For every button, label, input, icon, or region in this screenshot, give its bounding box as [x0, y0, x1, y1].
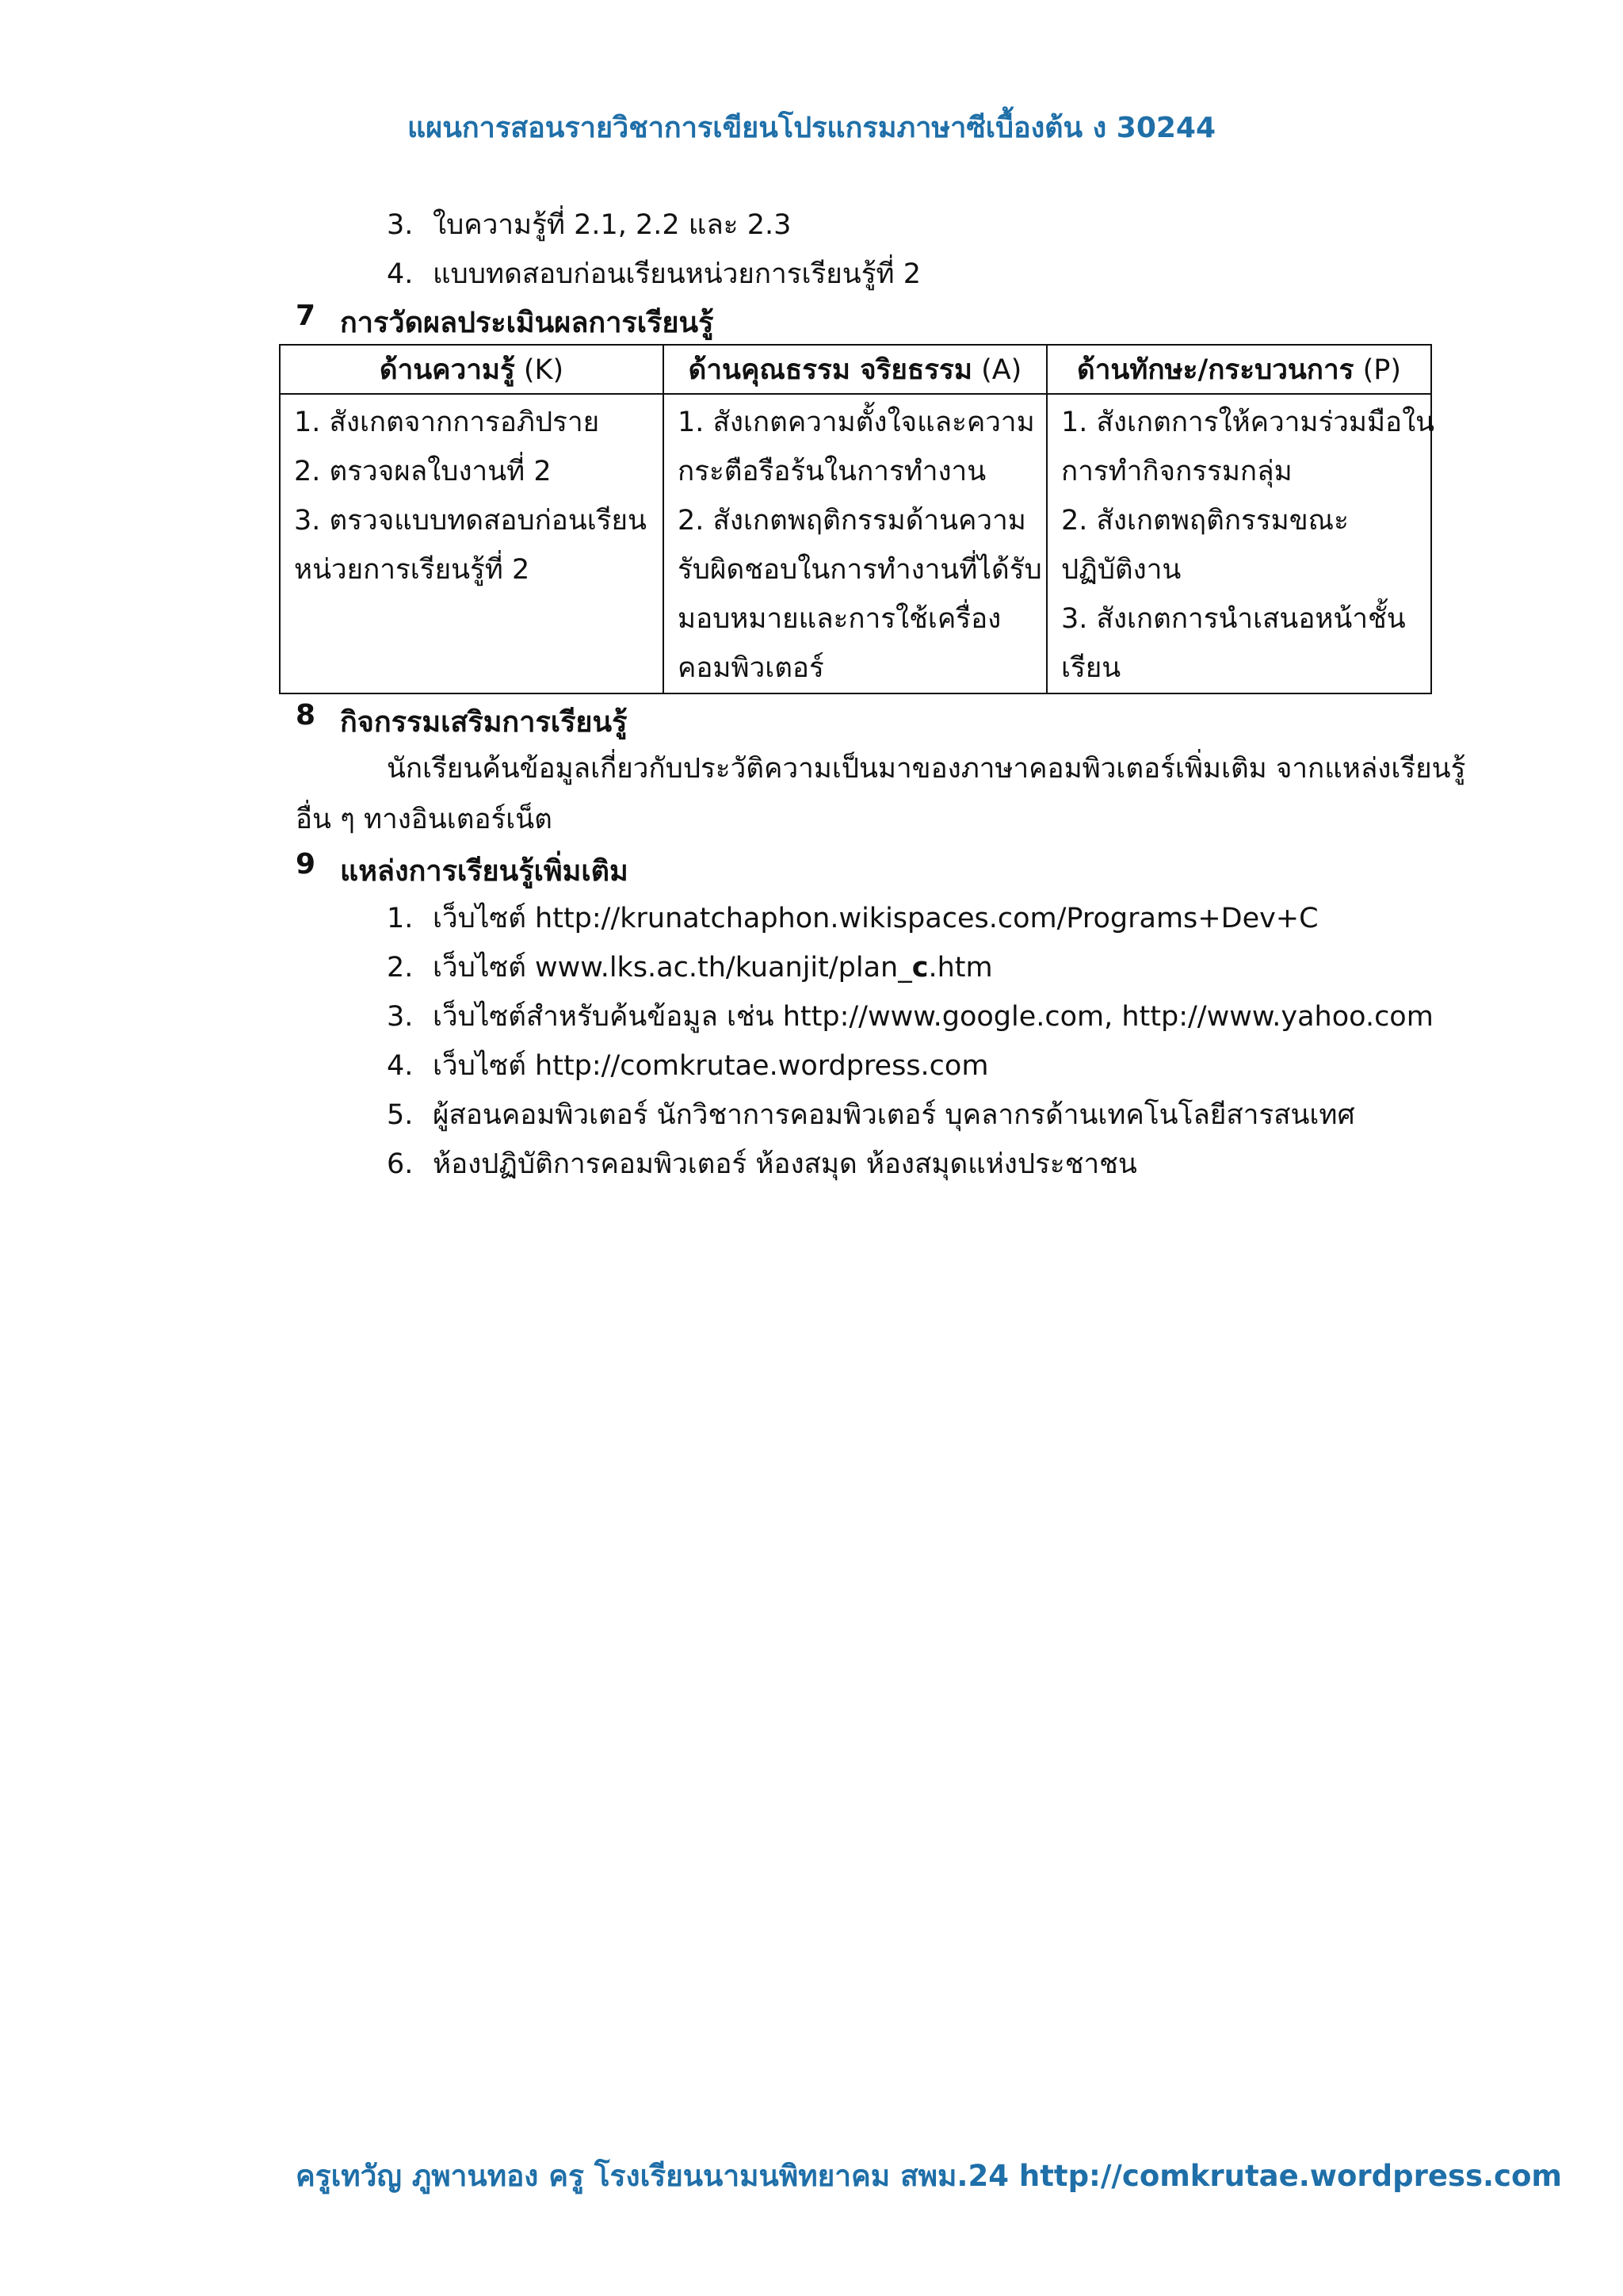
list-item	[387, 992, 1434, 1041]
table-header-attitude: ด้านคุณธรรม จริยธรรม (A)	[663, 345, 1047, 394]
list-item-text	[433, 943, 993, 992]
list-item-number: 6.	[387, 1148, 414, 1180]
list-item-text: เว็บไซต์สำหรับค้นข้อมูล เช่น http://www.google.com, http://www.yahoo.com	[433, 1001, 1434, 1033]
list-item-text: ห้องปฏิบัติการคอมพิวเตอร์ ห้องสมุด ห้องสมุดแห่งประชาชน	[433, 1148, 1137, 1180]
table-header-process: ด้านทักษะ/กระบวนการ (P)	[1047, 345, 1431, 394]
list-item-number: 4.	[387, 258, 414, 290]
cell-line: 1. สังเกตการให้ความร่วมมือใน	[1061, 407, 1435, 438]
list-item	[387, 943, 1434, 992]
list-item-number: 1.	[387, 903, 414, 934]
list-item	[387, 894, 1434, 943]
table-cell-knowledge	[280, 394, 663, 693]
cell-line: 2. ตรวจผลใบงานที่ 2	[294, 456, 552, 487]
section-number: 7	[296, 300, 316, 332]
section-title: กิจกรรมเสริมการเรียนรู้	[340, 706, 628, 739]
paragraph-line: นักเรียนค้นข้อมูลเกี่ยวกับประวัติความเป็นมาของภาษาคอมพิวเตอร์เพิ่มเติม จากแหล่งเรียนรู้	[387, 753, 1466, 785]
list-item-text-bold: c	[911, 952, 929, 984]
section-9-heading	[296, 848, 628, 893]
cell-line: 2. สังเกตพฤติกรรมขณะ	[1061, 505, 1349, 537]
list-item	[387, 201, 921, 250]
table-cell-attitude	[663, 394, 1047, 693]
section-8-paragraph	[296, 743, 1466, 845]
list-item-text-part: .htm	[928, 952, 993, 984]
assessment-table	[279, 344, 1435, 694]
cell-line: การทำกิจกรรมกลุ่ม	[1061, 456, 1293, 487]
cell-line: หน่วยการเรียนรู้ที่ 2	[294, 554, 530, 586]
list-item-number: 2.	[387, 952, 414, 984]
list-item-text: เว็บไซต์ http://comkrutae.wordpress.com	[433, 1050, 989, 1082]
cell-line: 3. ตรวจแบบทดสอบก่อนเรียน	[294, 505, 647, 537]
cell-line: 3. สังเกตการนำเสนอหน้าชั้น	[1061, 603, 1406, 635]
list-item-text: ใบความรู้ที่ 2.1, 2.2 และ 2.3	[433, 209, 792, 241]
section-title: แหล่งการเรียนรู้เพิ่มเติม	[340, 855, 628, 888]
cell-line: ปฏิบัติงาน	[1061, 554, 1182, 586]
section-number: 9	[296, 848, 316, 881]
list-item-number: 3.	[387, 1001, 414, 1033]
table-cell-process	[1047, 394, 1435, 693]
list-item-text-part: เว็บไซต์ www.lks.ac.th/kuanjit/plan_	[433, 952, 912, 984]
cell-line: คอมพิวเตอร์	[678, 652, 824, 684]
list-item	[387, 1041, 1434, 1091]
resources-list	[387, 894, 1434, 1189]
paragraph-line: อื่น ๆ ทางอินเตอร์เน็ต	[296, 804, 552, 835]
table-row	[280, 394, 1431, 693]
list-item	[387, 1140, 1434, 1189]
table-header-row	[280, 345, 1431, 394]
list-item-text: แบบทดสอบก่อนเรียนหน่วยการเรียนรู้ที่ 2	[433, 258, 921, 290]
list-item-number: 5.	[387, 1099, 414, 1131]
list-item-number: 3.	[387, 209, 414, 241]
cell-line: 1. สังเกตความตั้งใจและความ	[678, 407, 1035, 438]
cell-line: มอบหมายและการใช้เครื่อง	[678, 603, 1002, 635]
cell-line: เรียน	[1061, 652, 1121, 684]
section-number: 8	[296, 699, 316, 732]
cell-line: 2. สังเกตพฤติกรรมด้านความ	[678, 505, 1026, 537]
list-item	[387, 250, 921, 299]
page-footer: ครูเทวัญ ภูพานทอง ครู โรงเรียนนามนพิทยาคม สพม.24 http://comkrutae.wordpress.com	[296, 2159, 1562, 2193]
list-item	[387, 1091, 1434, 1140]
table-header-knowledge: ด้านความรู้ (K)	[280, 345, 663, 394]
list-item-text: เว็บไซต์ http://krunatchaphon.wikispaces.com/Programs+Dev+C	[433, 903, 1319, 934]
list-item-text: ผู้สอนคอมพิวเตอร์ นักวิชาการคอมพิวเตอร์ บุคลากรด้านเทคโนโลยีสารสนเทศ	[433, 1099, 1355, 1131]
section-title: การวัดผลประเมินผลการเรียนรู้	[340, 307, 714, 339]
page-header-title: แผนการสอนรายวิชาการเขียนโปรแกรมภาษาซีเบื้องต้น ง 30244	[407, 112, 1216, 144]
cell-line: กระตือรือร้นในการทำงาน	[678, 456, 987, 487]
section-8-heading	[296, 699, 627, 744]
cell-line: รับผิดชอบในการทำงานที่ได้รับ	[678, 554, 1042, 586]
materials-list	[387, 201, 921, 299]
list-item-number: 4.	[387, 1050, 414, 1082]
cell-line: 1. สังเกตจากการอภิปราย	[294, 407, 600, 438]
section-7-heading	[296, 300, 713, 345]
